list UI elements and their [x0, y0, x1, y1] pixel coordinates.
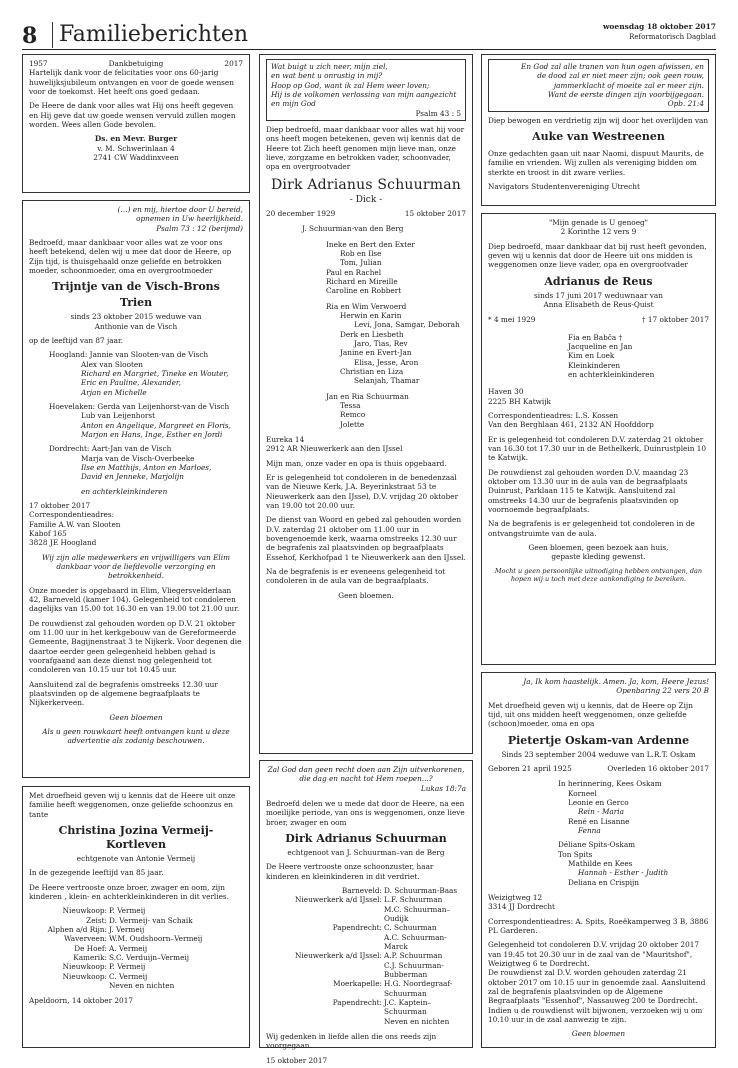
family-line: Lub van Leijenhorst: [81, 411, 156, 421]
family-member: P. Vermeij: [109, 906, 146, 916]
deceased-name: Auke van Westreenen: [532, 129, 665, 143]
notice-text: De dienst van Woord en gebed zal gehouden worden D.V. zaterdag 21 oktober om 11.00 uur in bovengenoemde kerk, waarna omstreeks 12.30 uur de begrafenis zal plaatsvinden op begraafplaats Essehof, Kerkhofpad 1 te Nieuwerkerk aan den IJssel.: [266, 515, 466, 562]
family-line: Elisa, Jesse, Aron: [354, 357, 419, 367]
address-line: Familie A.W. van Slooten: [29, 519, 121, 529]
family-line: Hoogland: Jannie van Slooten-van de Visch: [49, 350, 209, 360]
quote-line: (…) en mij, hiertoe door U bereid,: [117, 205, 243, 214]
notice-text: Wij gedenken in liefde allen die ons reeds zijn voorgegaan.: [266, 1031, 437, 1051]
notice-text: De Heere vertrooste onze schoonzuster, haar kinderen en kleinkinderen in dit verdriet.: [266, 862, 434, 881]
notice-dirk-main: [259, 54, 473, 754]
quote-line: de dood zal er niet meer zijn; ook geen rouw,: [537, 71, 704, 81]
notice-pietertje: [481, 672, 716, 1048]
life-dates: [266, 209, 466, 218]
thanks-text: Wij zijn alle medewerkers en vrijwilligers van Elim dankbaar voor de liefdevolle verzorging en betrokkenheid.: [41, 552, 231, 581]
family-place: De Hoef:: [74, 943, 107, 953]
family-group: [488, 789, 709, 836]
family-group: [488, 333, 709, 380]
quote-reference: Opb. 21:4: [667, 99, 704, 109]
family-member: P. Vermeij: [109, 962, 146, 972]
notice-christina: [22, 786, 250, 1048]
notice-text: Onze moeder is opgebaard in Elim, Vliegersvelderlaan 42, Barneveld (kamer 104). Gelegenheid tot condoleren dagelijks van 15.00 tot 16.30 en van 19.00 tot 21.00 uur.: [29, 585, 240, 614]
deceased-name: Adrianus de Reus: [544, 274, 653, 288]
family-member: Neven en nichten: [384, 1016, 450, 1026]
family-line: Jolette: [340, 419, 365, 429]
notice-intro: Diep bewogen en verdrietig zijn wij door het overlijden van: [488, 115, 709, 125]
family-line: Korneel: [568, 788, 597, 798]
family-place: [266, 1017, 384, 1026]
birth-date: * 4 mei 1929: [488, 315, 536, 325]
family-line: Richard en Margriet, Tineke en Wouter,: [81, 369, 229, 379]
family-line: Jan en Ria Schuurman: [326, 391, 409, 401]
quote-line: Ja, Ik kom haastelijk. Amen. Ja, kom, Heere Jezus!: [523, 677, 709, 686]
correspondence-label: Correspondentieadres:: [29, 510, 115, 520]
section-title: Familieberichten: [52, 22, 248, 48]
notice-text: Gelegenheid tot condoleren D.V. vrijdag 20 oktober 2017 van 19.45 tot 20.30 uur in de zaal van de "Mauritshof", Weizigtweg 6 te Dordrecht.: [488, 940, 699, 968]
quote-line: En God zal alle tranen van hun ogen afwissen, en: [521, 62, 704, 71]
notice-adrianus: [481, 213, 716, 665]
family-line: David en Jenneke, Marjolijn: [81, 472, 184, 482]
family-group: [266, 392, 466, 429]
quote-line: Hij is de volkomen verlossing van mijn aangezicht en mijn God: [271, 89, 457, 109]
family-line: Ria en Wim Verwoerd: [326, 301, 407, 311]
family-line: Jacqueline en Jan: [568, 342, 633, 352]
signatory: Navigators Studentenvereniging Utrecht: [488, 182, 640, 192]
family-line: Herwin en Karin: [340, 310, 402, 320]
family-line: Christian en Liza: [340, 366, 404, 376]
death-date: 15 oktober 2017: [404, 209, 466, 219]
notice-intro: Met droefheid geven wij u kennis dat de Heere uit onze familie heeft weggenomen, onze geliefde schoonzus en tante: [29, 791, 236, 819]
address-line: Haven 30: [488, 387, 524, 397]
birth-date: Geboren 21 april 1925: [488, 764, 572, 774]
family-place: Nieuwerkerk a/d IJssel:: [295, 951, 382, 961]
family-line: Hannah - Esther - Judith: [578, 868, 669, 878]
family-line: René en Lisanne: [568, 816, 630, 826]
notice-heading: [29, 59, 243, 68]
family-member: J.C. Kaptein–Schuurman: [384, 997, 432, 1017]
family-line: Ton Spits: [558, 849, 593, 859]
family-member: A.C. Schuurman-Marck: [384, 932, 447, 951]
address-line: v. M. Schwerinlaan 4: [97, 143, 175, 153]
quote-reference: 2 Korinthe 12 vers 9: [560, 227, 637, 237]
widow-line: Sinds 23 september 2004 weduwe van L.R.T. Oskam: [501, 749, 696, 759]
widower-line: sinds 17 juni 2017 weduwnaar van: [534, 290, 663, 300]
no-flowers: gepaste kleding gewenst.: [551, 552, 646, 562]
family-place: Waverveen:: [63, 934, 107, 944]
year-end: 2017: [224, 59, 243, 68]
family-place: Moerkapelle:: [333, 979, 382, 989]
notice-text: Er is gelegenheid tot condoleren in de benedenzaal van de Nieuwe Kerk, J.A. Beyerinkstraat 53 te Nieuwerkerk aan den IJssel, D.V. vrijdag 20 oktober van 19.00 tot 20.00 uur.: [266, 472, 459, 510]
notice-intro: Met droefheid geven wij u kennis, dat de Heere op Zijn tijd, uit ons midden heeft weggenomen, onze geliefde (schoon)moeder, oma en opa: [488, 700, 693, 729]
family-member: C. Vermeij: [109, 971, 148, 981]
header-rule: [22, 49, 716, 50]
family-place: Zeist:: [86, 915, 107, 925]
notice-dirk-siblings: [259, 760, 473, 1065]
signatory: Ds. en Mevr. Burger: [94, 134, 178, 144]
quote-line: en wat bent u onrustig in mij?: [271, 71, 383, 81]
life-dates: [488, 315, 709, 324]
family-line: Derk en Liesbeth: [340, 329, 404, 339]
spouse-line: J. Schuurman-van den Berg: [302, 224, 404, 234]
family-line: Ineke en Bert den Exter: [326, 239, 415, 249]
grandchildren-line: en achterkleinkinderen: [81, 486, 168, 496]
family-table: [29, 906, 243, 990]
family-place: Papendrecht:: [332, 923, 382, 933]
family-line: Fia en Babča †: [568, 332, 623, 342]
family-member: L.F. Schuurman: [384, 895, 443, 905]
death-date: † 17 oktober 2017: [641, 315, 709, 325]
family-place: Papendrecht:: [332, 997, 382, 1007]
quote-reference: Lukas 18:7a: [420, 783, 466, 793]
widow-line: sinds 23 oktober 2015 weduwe van: [70, 312, 202, 322]
family-place: [266, 961, 384, 980]
newspaper-name: Reformatorisch Dagblad: [629, 33, 716, 41]
notice-intro: Diep bedroefd, maar dankbaar dat bij rust heeft gevonden, geven wij u kennis dat door de Heere uit ons midden is weggenomen onze lieve vader, opa en overgrootvader: [488, 241, 707, 270]
family-line: Alex van Slooten: [81, 359, 143, 369]
spouse-line: echtgenote van Antonie Vermeij: [76, 854, 196, 864]
notice-auke: [481, 54, 716, 206]
correspondence-label: Correspondentieadres: A. Spits, Roeëkamperweg 3 B, 3886 PL Garderen.: [488, 916, 709, 935]
family-line: Arjan en Michelle: [81, 387, 147, 397]
quote-line: jammerklacht of moeite zal er meer zijn.: [553, 80, 704, 90]
notice-text: De Heere de dank voor alles wat Hij ons heeft gegeven en Hij geve dat uw goede wensen vervuld zullen mogen worden. Wees allen Gode bevolen.: [29, 101, 236, 129]
deceased-nickname: - Dick -: [349, 194, 383, 205]
quote-line: Wat buigt u zich neer, mijn ziel,: [271, 62, 388, 71]
family-member: Neven en nichten: [109, 981, 175, 991]
family-member: A.P. Schuurman: [384, 951, 443, 961]
birth-date: 20 december 1929: [266, 209, 336, 219]
family-table: [266, 886, 466, 1026]
family-line: Dordrecht: Aart-Jan van de Visch: [49, 444, 172, 454]
family-member: H.G. Noordegraaf-Schuurman: [384, 979, 453, 998]
family-member: A. Vermeij: [109, 943, 148, 953]
age-line: In de gezegende leeftijd van 85 jaar.: [29, 868, 164, 878]
family-line: Marja van de Visch-Overbeeke: [81, 453, 195, 463]
notice-intro: Diep bedroefd, maar dankbaar voor alles wat hij voor ons heeft mogen betekenen, geven wij kennis dat de Heere tot Zich heeft genomen mijn lieve man, onze lieve, zorgzame en betrokken vader, schoonvader, opa en overgrootvader: [266, 124, 465, 172]
family-line: Caroline en Robbert: [326, 286, 402, 296]
notice-text: Na de begrafenis is er gelegenheid tot condoleren in de ontvangstruimte van de aula.: [488, 519, 695, 538]
family-place: Kamerik:: [73, 953, 107, 963]
family-group: [266, 240, 466, 296]
no-flowers: Geen bloemen: [571, 1029, 626, 1039]
family-line: Richard en Mireille: [326, 277, 398, 286]
notice-text: De rouwdienst zal D.V. worden gehouden zaterdag 21 oktober 2017 om 10.15 uur in genoemde zaal. Aansluitend zal de begrafenis plaatsvinden op de Algemene Begraafplaats "Essenhof", Nassauweg 200 te Dordrecht.: [488, 968, 706, 1006]
family-member: D. Schuurman-Baas: [384, 886, 458, 896]
family-line: Déliane Spits-Oskam: [558, 840, 636, 850]
notice-text: Indien u de rouwdienst wilt bijwonen, verzoeken wij u om 10.10 uur in de zaal aanwezig te zijn.: [488, 1005, 703, 1024]
death-date: Overleden 16 oktober 2017: [607, 764, 709, 774]
notice-text: Na de begrafenis is er eveneens gelegenheid tot condoleren in de aula van de begraafplaats.: [266, 566, 446, 586]
family-line: Eric en Pauline, Alexander,: [81, 378, 181, 388]
notice-text: Onze gedachten gaan uit naar Naomi, dispuut Maurits, de familie en vrienden. Wij zullen als vereniging bidden om sterkte en troost in dit zware verlies.: [488, 149, 704, 177]
deceased-name: Dirk Adrianus Schuurman: [271, 176, 461, 193]
quote-line: die dag en nacht tot Hem roepen...?: [299, 774, 433, 784]
family-line: Selanjah, Thamar: [354, 376, 420, 386]
family-place: [29, 981, 109, 990]
quote-line: Zal God dan geen recht doen aan Zijn uitverkorenen,: [267, 765, 465, 774]
notice-dankbetuiging: [22, 54, 250, 193]
family-place: [266, 905, 384, 924]
notice-date: 15 oktober 2017: [266, 1055, 328, 1065]
family-member: C. Schuurman: [384, 923, 437, 933]
notice-text: De Heere vertrooste onze broer, zwager en oom, zijn kinderen , klein- en achterkleinkinderen in dit verlies.: [29, 882, 229, 902]
address-line: Van den Berghlaan 461, 2132 AN Hoofddorp: [488, 420, 654, 430]
no-flowers: Geen bloemen: [109, 712, 163, 722]
notice-text: De rouwdienst zal gehouden worden op D.V. 21 oktober om 11.00 uur in het kerkgebouw van de Gereformeerde Gemeente, Bagijnenstraat 3 te Nijkerk. Voor degenen die daartoe eerder geen gelegenheid hebben gehad is voorafgaand aan deze dienst nog gelegenheid tot condoleren van 10.15 uur tot 10.45 uur.: [29, 618, 242, 675]
deceased-name: Pietertje Oskam-van Ardenne: [507, 733, 690, 747]
family-place: Nieuwerkerk a/d IJssel:: [295, 895, 382, 905]
family-line: Leonie en Gerco: [568, 798, 629, 808]
correspondence-label: Correspondentieadres: L.S. Kossen: [488, 411, 619, 420]
quote-reference: Psalm 43 : 5: [415, 108, 461, 118]
notice-text: Hartelijk dank voor de felicitaties voor ons 60-jarig huwelijksjubileum ontvangen en voor de goede wensen voor de toekomst. Het heeft ons goed gedaan.: [29, 68, 234, 96]
family-line: Deliana en Crispijn: [568, 877, 640, 887]
family-line: Fenna: [578, 826, 601, 836]
page-number: 8: [22, 23, 38, 49]
notice-label: Dankbetuiging: [108, 59, 164, 68]
address-line: 2225 BH Katwijk: [488, 396, 551, 406]
family-line: Hoevelaken: Gerda van Leijenhorst-van de Visch: [49, 402, 230, 412]
notice-trijntje: [22, 200, 250, 778]
family-place: Nieuwkoop:: [62, 971, 107, 981]
quote-line: Want de eerste dingen zijn voorbijgegaan.: [547, 89, 704, 99]
no-flowers: Geen bloemen, geen bezoek aan huis,: [528, 542, 669, 552]
quote-reference: Openbaring 22 vers 20 B: [616, 686, 709, 696]
life-dates: [488, 764, 709, 773]
family-line: Rob en Ilse: [340, 249, 382, 259]
widower-line: Anna Elisabeth de Reus-Quist: [543, 300, 654, 310]
family-member: S.C. Verduijn–Vermeij: [109, 953, 189, 963]
family-line: Janine en Evert-Jan: [340, 348, 412, 358]
family-member: W.M. Oudshoorn–Vermeij: [109, 934, 203, 944]
age-line: op de leeftijd van 87 jaar.: [29, 336, 123, 346]
notice-date: 17 oktober 2017: [29, 501, 91, 511]
memory-line: In herinnering, Kees Oskam: [558, 779, 662, 789]
deceased-name: Dirk Adrianus Schuurman: [285, 831, 447, 845]
deceased-name: Trijntje van de Visch-Brons: [52, 280, 220, 294]
family-line: Paul en Rachel: [326, 267, 382, 277]
address-line: Weizigtweg 12: [488, 892, 543, 902]
family-line: Rein - Maria: [578, 807, 624, 817]
quote-block: [266, 59, 466, 121]
family-line: Jaro, Tias, Rev: [354, 338, 408, 348]
deceased-name: Christina Jozina Vermeij-Kortleven: [58, 823, 214, 852]
address-line: 2912 AR Nieuwerkerk aan den IJssel: [266, 444, 403, 454]
quote-line: opnemen in Uw heerlijkheid.: [136, 214, 243, 224]
family-member: D. Vermeij- van Schaik: [109, 915, 193, 925]
notice-text: Mijn man, onze vader en opa is thuis opgebaard.: [266, 458, 447, 468]
final-note: Mocht u geen persoonlijke uitnodiging hebben ontvangen, dan hopen wij u toch met deze aankondiging te bereiken.: [494, 566, 703, 583]
address-line: 2741 CW Waddinxveen: [93, 152, 179, 162]
family-line: Ilse en Matthijs, Anton en Marloes,: [81, 463, 212, 473]
family-member: J. Vermeij: [109, 925, 145, 935]
family-line: Tom, Julian: [340, 258, 382, 268]
deceased-nickname: Trien: [119, 296, 153, 310]
quote-block: [488, 59, 709, 112]
family-member: M.C. Schuurman–Oudijk: [384, 904, 451, 924]
quote-line: Hoop op God, want ik zal Hem weer loven;: [271, 80, 430, 90]
family-line: Remco: [340, 410, 366, 420]
family-place: Barneveld:: [341, 886, 382, 896]
notice-date: Apeldoorn, 14 oktober 2017: [29, 996, 133, 1006]
family-line: Tessa: [340, 400, 361, 410]
family-line: en achterkleinkinderen: [568, 370, 655, 380]
family-line: Kleinkinderen: [568, 360, 621, 370]
final-note: Als u geen rouwkaart heeft ontvangen kunt u deze advertentie als zodanig beschouwen.: [42, 726, 230, 746]
family-line: Mathilde en Kees: [568, 859, 633, 868]
notice-intro: Bedroefd, maar dankbaar voor alles wat ze voor ons heeft betekend, delen wij u mee dat door de Heere, op Zijn tijd, is thuisgehaald onze geliefde en betrokken moeder, schoonmoeder, oma en overgrootmoeder: [29, 237, 232, 275]
family-group: [488, 840, 709, 887]
spouse-line: echtgenoot van J. Schuurman–van de Berg: [287, 848, 445, 858]
family-line: Levi, Jona, Samgar, Deborah: [354, 320, 460, 330]
notice-text: Aansluitend zal de begrafenis omstreeks 12.30 uur plaatsvinden op de algemene begraafplaats te Nijkerkerveen.: [29, 679, 218, 708]
family-place: [266, 933, 384, 952]
year-start: 1957: [29, 59, 48, 68]
notice-intro: Bedroefd delen we u mede dat door de Heere, na een moeilijke periode, van ons is weggenomen, onze lieve broer, zwager en oom: [266, 798, 465, 827]
no-flowers: Geen bloemen.: [338, 590, 394, 600]
family-place: Alphen a/d Rijn:: [47, 925, 107, 935]
notice-text: Er is gelegenheid tot condoleren D.V. zaterdag 21 oktober van 16.30 tot 17.30 uur in de Bethelkerk, Duinrustplein 10 te Katwijk.: [488, 434, 707, 463]
family-group: [266, 302, 466, 386]
family-line: Marjon en Hans, Inge, Esther en Jordi: [81, 430, 223, 440]
family-place: Nieuwkoop:: [62, 906, 107, 916]
family-line: Kim en Loek: [568, 351, 615, 361]
family-line: Anton en Angelique, Margreet en Floris,: [81, 420, 231, 430]
address-line: 3828 JE Hoogland: [29, 538, 97, 548]
address-line: Eureka 14: [266, 434, 305, 444]
quote-reference: Psalm 73 : 12 (berijmd): [156, 223, 243, 233]
address-line: 3314 JJ Dordrecht: [488, 902, 555, 912]
address-line: Kabof 165: [29, 529, 67, 539]
quote-line: "Mijn genade is U genoeg": [548, 218, 649, 227]
widow-line: Anthonie van de Visch: [94, 321, 178, 331]
notice-text: De rouwdienst zal gehouden worden D.V. maandag 23 oktober om 13.30 uur in de aula van de begraafplaats Duinrust, Parklaan 115 te Katwijk. Aansluitend zal omstreeks 14.30 uur de begrafenis plaatsvinden op voornoemde begraafplaats.: [488, 467, 689, 514]
page-date: woensdag 18 oktober 2017: [602, 22, 716, 31]
family-member: C.J. Schuurman-Bubberman: [384, 960, 444, 979]
family-place: Nieuwkoop:: [62, 962, 107, 972]
